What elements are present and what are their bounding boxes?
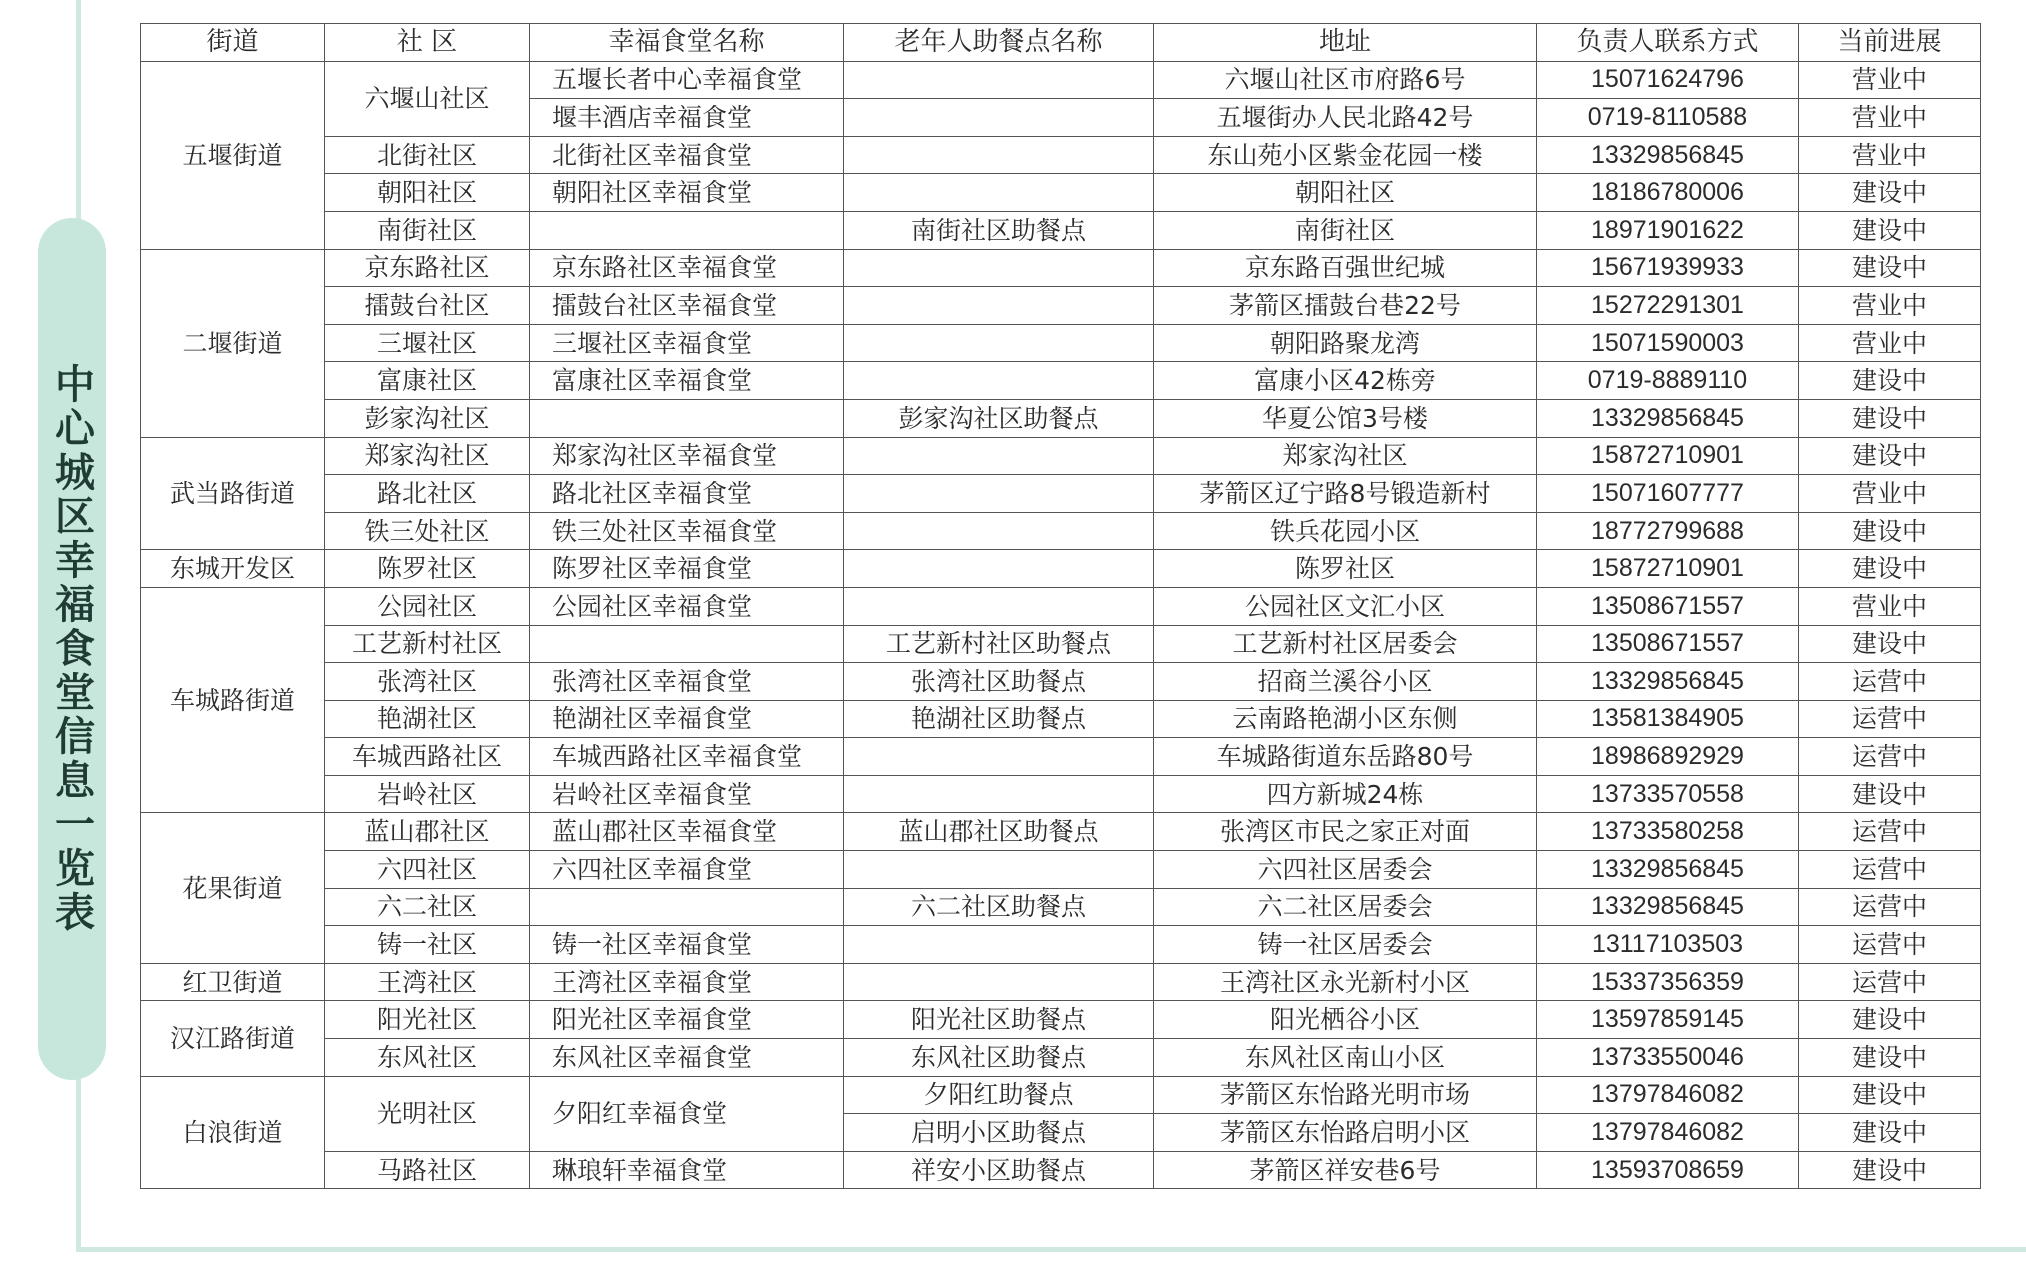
table-row (141, 1151, 1981, 1189)
cell-contact: 13329856845 (1537, 399, 1799, 437)
cell-meal-point-name (844, 512, 1154, 550)
cell-progress: 建设中 (1799, 1114, 1981, 1152)
cell-progress: 建设中 (1799, 625, 1981, 663)
cell-street: 车城路街道 (141, 587, 325, 813)
cell-contact: 13593708659 (1537, 1151, 1799, 1189)
cell-contact: 18186780006 (1537, 174, 1799, 212)
cell-community: 南街社区 (325, 211, 530, 249)
cell-canteen-name: 堰丰酒店幸福食堂 (530, 99, 844, 137)
cell-address: 茅箭区擂鼓台巷22号 (1154, 287, 1537, 325)
cell-canteen-name: 五堰长者中心幸福食堂 (530, 61, 844, 99)
cell-progress: 运营中 (1799, 663, 1981, 701)
cell-progress: 运营中 (1799, 926, 1981, 964)
cell-community: 工艺新村社区 (325, 625, 530, 663)
table-row (141, 399, 1981, 437)
cell-progress: 运营中 (1799, 700, 1981, 738)
cell-progress: 营业中 (1799, 587, 1981, 625)
cell-meal-point-name: 祥安小区助餐点 (844, 1151, 1154, 1189)
column-header-canteen-name: 幸福食堂名称 (530, 24, 844, 62)
cell-progress: 营业中 (1799, 99, 1981, 137)
cell-canteen-name: 张湾社区幸福食堂 (530, 663, 844, 701)
cell-meal-point-name (844, 99, 1154, 137)
table-row (141, 1076, 1981, 1114)
table-row (141, 1039, 1981, 1077)
cell-contact: 15071590003 (1537, 324, 1799, 362)
cell-address: 富康小区42栋旁 (1154, 362, 1537, 400)
cell-canteen-name: 六四社区幸福食堂 (530, 851, 844, 889)
table-row (141, 1001, 1981, 1039)
table-row (141, 249, 1981, 287)
cell-contact: 15071607777 (1537, 475, 1799, 513)
cell-address: 陈罗社区 (1154, 550, 1537, 588)
cell-community: 东风社区 (325, 1039, 530, 1077)
cell-contact: 18971901622 (1537, 211, 1799, 249)
cell-community: 三堰社区 (325, 324, 530, 362)
cell-progress: 运营中 (1799, 851, 1981, 889)
cell-meal-point-name (844, 174, 1154, 212)
cell-community: 蓝山郡社区 (325, 813, 530, 851)
cell-street: 白浪街道 (141, 1076, 325, 1189)
cell-progress: 营业中 (1799, 324, 1981, 362)
cell-street: 武当路街道 (141, 437, 325, 550)
cell-meal-point-name (844, 587, 1154, 625)
cell-address: 南街社区 (1154, 211, 1537, 249)
cell-community: 彭家沟社区 (325, 399, 530, 437)
cell-community: 张湾社区 (325, 663, 530, 701)
cell-contact: 13733550046 (1537, 1039, 1799, 1077)
cell-meal-point-name (844, 851, 1154, 889)
cell-contact: 18986892929 (1537, 738, 1799, 776)
cell-canteen-name (530, 888, 844, 926)
table-row (141, 550, 1981, 588)
cell-address: 茅箭区辽宁路8号锻造新村 (1154, 475, 1537, 513)
cell-canteen-name: 东风社区幸福食堂 (530, 1039, 844, 1077)
header-row (141, 24, 1981, 62)
cell-progress: 运营中 (1799, 963, 1981, 1001)
cell-meal-point-name (844, 287, 1154, 325)
cell-meal-point-name (844, 963, 1154, 1001)
cell-contact: 13329856845 (1537, 851, 1799, 889)
cell-progress: 建设中 (1799, 1151, 1981, 1189)
cell-community: 路北社区 (325, 475, 530, 513)
cell-meal-point-name (844, 926, 1154, 964)
cell-canteen-name: 蓝山郡社区幸福食堂 (530, 813, 844, 851)
cell-contact: 13797846082 (1537, 1076, 1799, 1114)
table-row (141, 136, 1981, 174)
cell-meal-point-name: 艳湖社区助餐点 (844, 700, 1154, 738)
cell-meal-point-name (844, 249, 1154, 287)
table-row (141, 211, 1981, 249)
cell-canteen-name: 阳光社区幸福食堂 (530, 1001, 844, 1039)
cell-canteen-name: 路北社区幸福食堂 (530, 475, 844, 513)
cell-progress: 营业中 (1799, 61, 1981, 99)
cell-meal-point-name: 阳光社区助餐点 (844, 1001, 1154, 1039)
cell-meal-point-name (844, 324, 1154, 362)
cell-contact: 13797846082 (1537, 1114, 1799, 1152)
table-row (141, 700, 1981, 738)
frame-border-bottom (76, 1247, 2026, 1252)
cell-address: 五堰街办人民北路42号 (1154, 99, 1537, 137)
cell-address: 华夏公馆3号楼 (1154, 399, 1537, 437)
cell-progress: 运营中 (1799, 738, 1981, 776)
cell-address: 茅箭区东怡路启明小区 (1154, 1114, 1537, 1152)
cell-canteen-name: 公园社区幸福食堂 (530, 587, 844, 625)
cell-contact: 15671939933 (1537, 249, 1799, 287)
cell-contact: 13597859145 (1537, 1001, 1799, 1039)
cell-meal-point-name (844, 775, 1154, 813)
table-row (141, 437, 1981, 475)
cell-contact: 13733580258 (1537, 813, 1799, 851)
cell-address: 铸一社区居委会 (1154, 926, 1537, 964)
cell-address: 王湾社区永光新村小区 (1154, 963, 1537, 1001)
cell-contact: 13329856845 (1537, 136, 1799, 174)
cell-meal-point-name (844, 61, 1154, 99)
cell-community: 马路社区 (325, 1151, 530, 1189)
cell-meal-point-name: 南街社区助餐点 (844, 211, 1154, 249)
table-row (141, 61, 1981, 99)
cell-address: 六二社区居委会 (1154, 888, 1537, 926)
table-row (141, 475, 1981, 513)
column-header-street: 街道 (141, 24, 325, 62)
cell-canteen-name: 富康社区幸福食堂 (530, 362, 844, 400)
canteen-info-table (140, 23, 1981, 1189)
cell-progress: 建设中 (1799, 249, 1981, 287)
column-header-meal-point-name: 老年人助餐点名称 (844, 24, 1154, 62)
cell-contact: 18772799688 (1537, 512, 1799, 550)
cell-street: 红卫街道 (141, 963, 325, 1001)
cell-progress: 建设中 (1799, 1076, 1981, 1114)
cell-community: 铸一社区 (325, 926, 530, 964)
table-row (141, 174, 1981, 212)
table-row (141, 362, 1981, 400)
cell-meal-point-name (844, 136, 1154, 174)
cell-address: 铁兵花园小区 (1154, 512, 1537, 550)
cell-canteen-name: 朝阳社区幸福食堂 (530, 174, 844, 212)
cell-canteen-name: 铸一社区幸福食堂 (530, 926, 844, 964)
cell-address: 招商兰溪谷小区 (1154, 663, 1537, 701)
cell-meal-point-name: 蓝山郡社区助餐点 (844, 813, 1154, 851)
cell-address: 六堰山社区市府路6号 (1154, 61, 1537, 99)
cell-meal-point-name (844, 437, 1154, 475)
cell-community: 朝阳社区 (325, 174, 530, 212)
table-row (141, 324, 1981, 362)
cell-community: 六四社区 (325, 851, 530, 889)
cell-street: 东城开发区 (141, 550, 325, 588)
cell-progress: 营业中 (1799, 475, 1981, 513)
cell-community: 艳湖社区 (325, 700, 530, 738)
cell-meal-point-name: 启明小区助餐点 (844, 1114, 1154, 1152)
cell-canteen-name (530, 211, 844, 249)
cell-contact: 13733570558 (1537, 775, 1799, 813)
cell-contact: 15872710901 (1537, 550, 1799, 588)
cell-community: 六堰山社区 (325, 61, 530, 136)
cell-contact: 13581384905 (1537, 700, 1799, 738)
cell-address: 云南路艳湖小区东侧 (1154, 700, 1537, 738)
cell-address: 张湾区市民之家正对面 (1154, 813, 1537, 851)
cell-contact: 0719-8889110 (1537, 362, 1799, 400)
cell-progress: 建设中 (1799, 512, 1981, 550)
cell-address: 京东路百强世纪城 (1154, 249, 1537, 287)
cell-street: 二堰街道 (141, 249, 325, 437)
cell-canteen-name: 擂鼓台社区幸福食堂 (530, 287, 844, 325)
cell-address: 郑家沟社区 (1154, 437, 1537, 475)
cell-canteen-name: 北街社区幸福食堂 (530, 136, 844, 174)
cell-progress: 建设中 (1799, 775, 1981, 813)
column-header-progress: 当前进展 (1799, 24, 1981, 62)
cell-progress: 运营中 (1799, 813, 1981, 851)
cell-community: 铁三处社区 (325, 512, 530, 550)
table-row (141, 738, 1981, 776)
cell-community: 北街社区 (325, 136, 530, 174)
cell-meal-point-name (844, 475, 1154, 513)
cell-canteen-name: 岩岭社区幸福食堂 (530, 775, 844, 813)
cell-community: 京东路社区 (325, 249, 530, 287)
table-row (141, 587, 1981, 625)
cell-community: 陈罗社区 (325, 550, 530, 588)
cell-progress: 建设中 (1799, 399, 1981, 437)
cell-meal-point-name: 张湾社区助餐点 (844, 663, 1154, 701)
column-header-address: 地址 (1154, 24, 1537, 62)
cell-community: 光明社区 (325, 1076, 530, 1151)
cell-street: 花果街道 (141, 813, 325, 963)
cell-address: 朝阳社区 (1154, 174, 1537, 212)
cell-contact: 15272291301 (1537, 287, 1799, 325)
cell-canteen-name: 夕阳红幸福食堂 (530, 1076, 844, 1151)
cell-progress: 建设中 (1799, 1001, 1981, 1039)
table-row (141, 663, 1981, 701)
table-row (141, 287, 1981, 325)
cell-address: 工艺新村社区居委会 (1154, 625, 1537, 663)
cell-address: 东山苑小区紫金花园一楼 (1154, 136, 1537, 174)
table-row (141, 851, 1981, 889)
cell-address: 六四社区居委会 (1154, 851, 1537, 889)
cell-canteen-name: 三堰社区幸福食堂 (530, 324, 844, 362)
cell-contact: 13329856845 (1537, 888, 1799, 926)
cell-meal-point-name: 六二社区助餐点 (844, 888, 1154, 926)
cell-canteen-name: 琳琅轩幸福食堂 (530, 1151, 844, 1189)
table-row (141, 512, 1981, 550)
cell-contact: 15071624796 (1537, 61, 1799, 99)
cell-progress: 营业中 (1799, 136, 1981, 174)
cell-contact: 15337356359 (1537, 963, 1799, 1001)
cell-progress: 营业中 (1799, 287, 1981, 325)
cell-meal-point-name: 彭家沟社区助餐点 (844, 399, 1154, 437)
table-row (141, 813, 1981, 851)
cell-contact: 13329856845 (1537, 663, 1799, 701)
cell-contact: 13117103503 (1537, 926, 1799, 964)
cell-community: 王湾社区 (325, 963, 530, 1001)
cell-meal-point-name: 工艺新村社区助餐点 (844, 625, 1154, 663)
cell-street: 汉江路街道 (141, 1001, 325, 1076)
cell-contact: 13508671557 (1537, 625, 1799, 663)
cell-address: 茅箭区东怡路光明市场 (1154, 1076, 1537, 1114)
table-row (141, 963, 1981, 1001)
table-row (141, 775, 1981, 813)
cell-meal-point-name (844, 550, 1154, 588)
cell-community: 富康社区 (325, 362, 530, 400)
cell-meal-point-name: 东风社区助餐点 (844, 1039, 1154, 1077)
side-title-banner (38, 218, 106, 1080)
cell-canteen-name: 郑家沟社区幸福食堂 (530, 437, 844, 475)
cell-address: 茅箭区祥安巷6号 (1154, 1151, 1537, 1189)
cell-canteen-name (530, 625, 844, 663)
column-header-community: 社 区 (325, 24, 530, 62)
cell-community: 六二社区 (325, 888, 530, 926)
cell-progress: 建设中 (1799, 550, 1981, 588)
cell-address: 四方新城24栋 (1154, 775, 1537, 813)
cell-community: 公园社区 (325, 587, 530, 625)
cell-contact: 15872710901 (1537, 437, 1799, 475)
cell-contact: 13508671557 (1537, 587, 1799, 625)
cell-community: 车城西路社区 (325, 738, 530, 776)
cell-community: 擂鼓台社区 (325, 287, 530, 325)
cell-community: 郑家沟社区 (325, 437, 530, 475)
cell-progress: 建设中 (1799, 211, 1981, 249)
cell-progress: 建设中 (1799, 1039, 1981, 1077)
table-row (141, 926, 1981, 964)
cell-canteen-name (530, 399, 844, 437)
cell-progress: 运营中 (1799, 888, 1981, 926)
cell-progress: 建设中 (1799, 362, 1981, 400)
table-row (141, 888, 1981, 926)
cell-address: 车城路街道东岳路80号 (1154, 738, 1537, 776)
cell-community: 岩岭社区 (325, 775, 530, 813)
table-row (141, 625, 1981, 663)
cell-contact: 0719-8110588 (1537, 99, 1799, 137)
cell-address: 公园社区文汇小区 (1154, 587, 1537, 625)
cell-address: 东风社区南山小区 (1154, 1039, 1537, 1077)
cell-address: 朝阳路聚龙湾 (1154, 324, 1537, 362)
cell-progress: 建设中 (1799, 174, 1981, 212)
cell-meal-point-name: 夕阳红助餐点 (844, 1076, 1154, 1114)
cell-canteen-name: 京东路社区幸福食堂 (530, 249, 844, 287)
cell-address: 阳光栖谷小区 (1154, 1001, 1537, 1039)
cell-progress: 建设中 (1799, 437, 1981, 475)
cell-canteen-name: 王湾社区幸福食堂 (530, 963, 844, 1001)
cell-meal-point-name (844, 362, 1154, 400)
cell-street: 五堰街道 (141, 61, 325, 249)
cell-canteen-name: 艳湖社区幸福食堂 (530, 700, 844, 738)
cell-canteen-name: 铁三处社区幸福食堂 (530, 512, 844, 550)
column-header-contact: 负责人联系方式 (1537, 24, 1799, 62)
cell-meal-point-name (844, 738, 1154, 776)
cell-canteen-name: 车城西路社区幸福食堂 (530, 738, 844, 776)
cell-community: 阳光社区 (325, 1001, 530, 1039)
cell-canteen-name: 陈罗社区幸福食堂 (530, 550, 844, 588)
page-title: 中心城区幸福食堂信息一览表 (48, 363, 95, 935)
